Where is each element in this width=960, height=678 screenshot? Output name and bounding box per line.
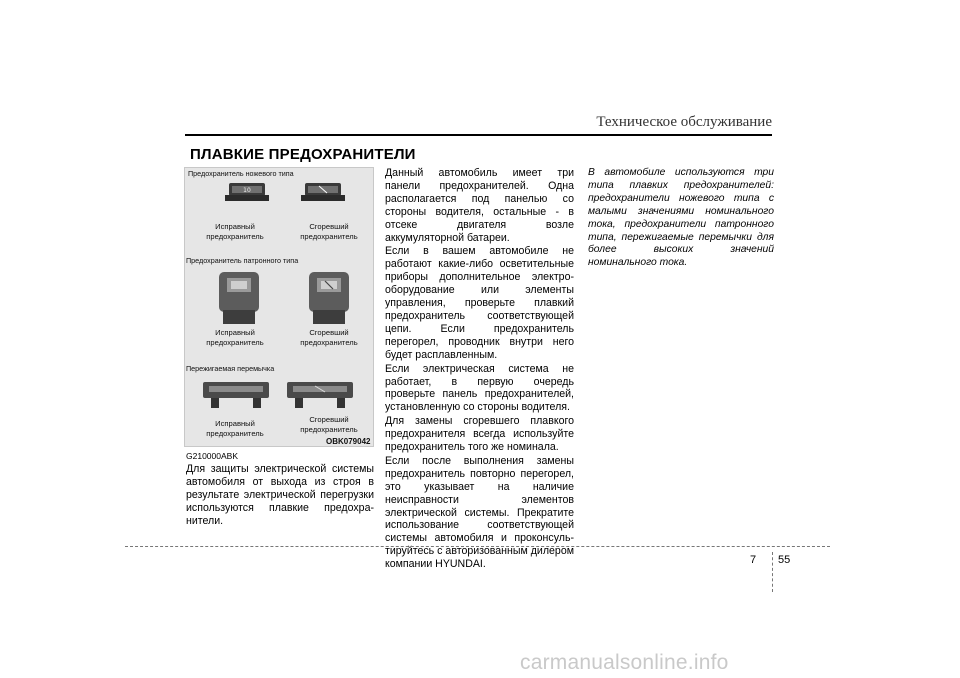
blade-fuse-caption: Предохранитель ножевого типа (188, 169, 294, 178)
paragraph: Если в вашем автомобиле не работают какие-либо осветительные приборы дополнительное электро-оборудование или элементы управления, проверьте плавкий предохранитель соответствующей цепи. Если предохранитель перегорел, проводник внутри него будет расплавленным. (385, 245, 574, 361)
paragraph: В автомобиле используются три типа плавких предохранителей: предохранители ножевого типа с малыми значениями номинального тока, предохранители патронного типа, пережигаемые перемычки для более высоких значений номинального тока. (588, 167, 774, 269)
running-header: Техническое обслуживание (596, 114, 772, 130)
cartridge-fuse-good-icon (219, 272, 259, 324)
page-divider (772, 552, 773, 592)
fuse-illustrations (185, 168, 373, 446)
cartridge-good-label: Исправный предохранитель (206, 328, 264, 347)
fusible-link-blown-icon (287, 382, 353, 408)
paragraph: Для замены сгоревшего плавкого предохранителя всегда используйте предохранитель того же номинала. (385, 415, 574, 454)
blade-blown-label: Сгоревший предохранитель (300, 222, 358, 241)
footer-rule (125, 546, 830, 547)
fusible-link-good-icon (203, 382, 269, 408)
link-good-label: Исправный предохранитель (206, 419, 264, 438)
watermark: carmanualsonline.info (520, 651, 729, 674)
fuse-types-figure (184, 167, 374, 447)
section-title: ПЛАВКИЕ ПРЕДОХРАНИТЕЛИ (190, 146, 416, 163)
blade-fuse-blown-icon (301, 183, 345, 201)
fuse-marking-text: 10 (243, 187, 251, 194)
figure-code: OBK079042 (326, 437, 371, 446)
header-rule (185, 134, 772, 136)
paragraph: Если электрическая система не работает, в первую очередь проверьте панель предохранителей, установленную со стороны водителя. (385, 362, 574, 414)
column-1-text (186, 463, 374, 529)
cartridge-blown-label: Сгоревший предохранитель (300, 328, 358, 347)
column-2-text (385, 167, 574, 572)
cartridge-fuse-blown-icon (309, 272, 349, 324)
paragraph: Если после выполнения замены предохранитель повторно перегорел, это указывает на наличие неисправности элементов электрической системы. Прекратите использование соответствующей системы автомобиля и проконсуль-тируйтесь с авторизованным дилером компании HYUNDAI. (385, 454, 574, 571)
column-3-note (588, 167, 774, 271)
paragraph: Для защиты электрической системы автомобиля от выхода из строя в результате электрической перегрузки используются плавкие предохра-нители. (186, 463, 374, 527)
fusible-link-caption: Пережигаемая перемычка (186, 364, 275, 373)
blade-good-label: Исправный предохранитель (206, 222, 264, 241)
link-blown-label: Сгоревший предохранитель (300, 415, 358, 434)
chapter-number: 7 (750, 554, 757, 566)
paragraph: Данный автомобиль имеет три панели предохранителей. Одна располагается под панелью со стороны водителя, остальные - в отсеке двигателя возле аккумуляторной батареи. (385, 167, 574, 244)
cartridge-fuse-caption: Предохранитель патронного типа (186, 256, 299, 265)
blade-fuse-good-icon (225, 183, 269, 201)
document-code: G210000ABK (186, 451, 238, 461)
page-number: 55 (778, 554, 791, 566)
